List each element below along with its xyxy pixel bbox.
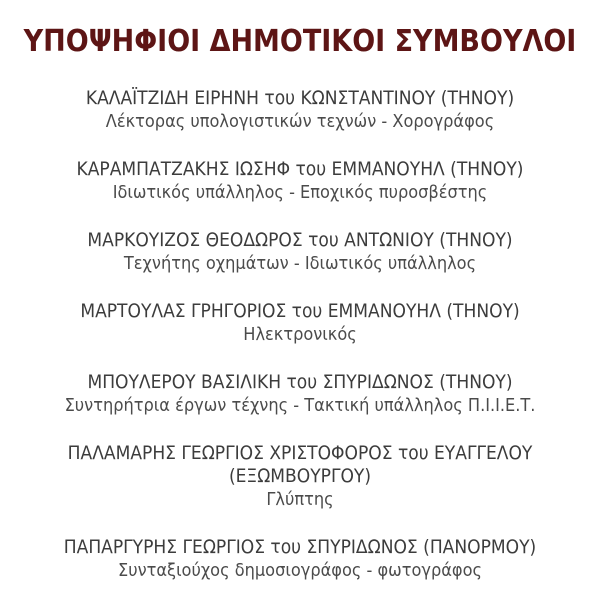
candidate-list (0, 87, 600, 582)
candidate-entry (30, 158, 570, 204)
candidate-entry (30, 300, 570, 346)
candidate-name: ΜΠΟΥΛΕΡΟΥ ΒΑΣΙΛΙΚΗ του ΣΠΥΡΙΔΩΝΟΣ (ΤΗΝΟΥ) (87, 371, 513, 393)
candidate-entry (30, 371, 570, 417)
candidate-occupation: Συντηρήτρια έργων τέχνης - Τακτική υπάλληλος Π.Ι.Ι.Ε.Τ. (64, 395, 536, 416)
candidate-name: ΜΑΡΤΟΥΛΑΣ ΓΡΗΓΟΡΙΟΣ του ΕΜΜΑΝΟΥΗΛ (ΤΗΝΟΥ) (80, 300, 520, 322)
candidate-name: ΠΑΛΑΜΑΡΗΣ ΓΕΩΡΓΙΟΣ ΧΡΙΣΤΟΦΟΡΟΣ του ΕΥΑΓΓΕΛΟΥ (ΕΞΩΜΒΟΥΡΓΟΥ) (67, 442, 533, 487)
candidate-name: ΚΑΡΑΜΠΑΤΖΑΚΗΣ ΙΩΣΗΦ του ΕΜΜΑΝΟΥΗΛ (ΤΗΝΟΥ) (76, 158, 524, 180)
candidate-occupation: Λέκτορας υπολογιστικών τεχνών - Χορογράφος (105, 111, 495, 132)
candidate-occupation: Ιδιωτικός υπάλληλος - Εποχικός πυροσβέστης (112, 182, 488, 203)
candidate-entry (30, 442, 570, 511)
candidate-entry (30, 536, 570, 582)
candidate-occupation: Συνταξιούχος δημοσιογράφος - φωτογράφος (117, 560, 483, 581)
candidate-entry (30, 87, 570, 133)
candidate-name: ΚΑΛΑΪΤΖΙΔΗ ΕΙΡΗΝΗ του ΚΩΝΣΤΑΝΤΙΝΟΥ (ΤΗΝΟΥ) (85, 87, 515, 109)
page-title: ΥΠΟΨΗΦΙΟΙ ΔΗΜΟΤΙΚΟΙ ΣΥΜΒΟΥΛΟΙ (23, 24, 577, 59)
candidate-occupation: Τεχνήτης οχημάτων - Ιδιωτικός υπάλληλος (123, 253, 477, 274)
candidate-name: ΜΑΡΚΟΥΙΖΟΣ ΘΕΟΔΩΡΟΣ του ΑΝΤΩΝΙΟΥ (ΤΗΝΟΥ) (87, 229, 513, 251)
candidate-occupation: Ηλεκτρονικός (243, 324, 357, 345)
candidate-name: ΠΑΠΑΡΓΥΡΗΣ ΓΕΩΡΓΙΟΣ του ΣΠΥΡΙΔΩΝΟΣ (ΠΑΝΟΡΜΟΥ) (63, 536, 537, 558)
candidate-occupation: Γλύπτης (266, 489, 334, 510)
candidate-entry (30, 229, 570, 275)
